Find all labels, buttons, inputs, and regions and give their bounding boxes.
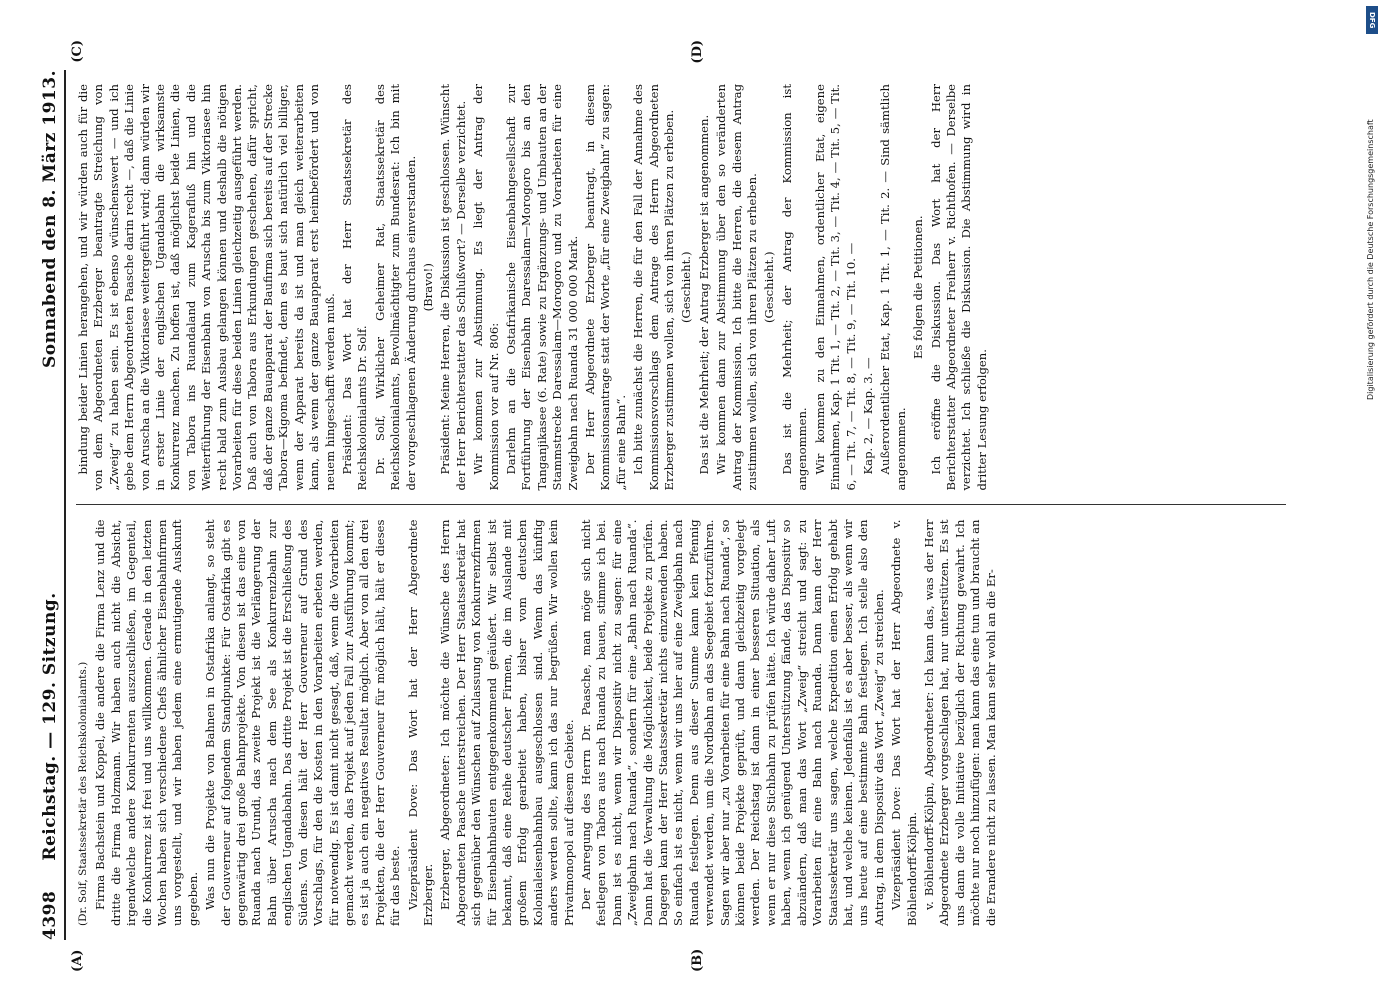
running-head [40,70,66,940]
right-column-paragraph: Der Herr Abgeordnete Erzberger beantragt, in diesem Kommissionsantrage statt der Worte „für eine Zweigbahn“ zu sagen: „für eine Bahn“. [583,84,628,491]
right-column-paragraph: Darlehn an die Ostafrikanische Eisenbahngesellschaft zur Fortführung der Eisenbahn Daressalam—Morogoro bis an den Tanganjikasee (6. Rate) sowie zu Ergänzungs- und Umbauten an der Stammstrecke Daressalam—Morogoro und zu Vorarbeiten für eine Zweigbahn nach Ruanda 31 000 000 Mark. [503,84,580,491]
right-column-paragraph: bindung beider Linien herangehen, und wir würden auch für die von dem Abgeordneten Erzberger beantragte Streichung von „Zweig“ zu haben sein. Es ist ebenso wünschenswert — und ich gebe dem Herrn Abgeordneten Paasche darin recht —, daß die Linie von Aruscha an die Viktoriasee weitergeführt wird; dann würden wir in erster Linie der englischen Ugandabahn die wirksamste Konkurrenz machen. Zu hoffen ist, daß möglichst beide Linien, die von Tabora ins Ruandaland zum Kagerafluß hin und die Weiterführung der Eisenbahn von Aruscha bis zum Viktoriasee hin recht bald zum Ausbau gelangen können und deshalb die nötigen Vorarbeiten für diese beiden Linien gleichzeitig ausgeführt werden. Daß auch von Tabora aus Erkundungen geschehen, dafür spricht, daß der ganze Bauapparat der Baufirma sich bereits auf der Strecke Tabora—Kigoma befindet, denn es baut sich natürlich viel billiger, wenn der Apparat bereits da ist und man gleich weiterarbeiten kann, als wenn der ganze Bauapparat erst heimbefördert und von neuem hingeschafft werden muß. [76,84,337,491]
right-column-paragraph: (Geschieht.) [679,251,694,323]
right-column-paragraph: Präsident: Meine Herren, die Diskussion ist geschlossen. Wünscht der Herr Berichterstatter das Schlußwort? — Derselbe verzichtet. [438,84,468,491]
margin-marker-c: (C) [70,40,85,63]
left-column-paragraph: Vizepräsident Dove: Das Wort hat der Herr Abgeordnete v. Böhlendorff-Kölpin. [889,519,919,926]
right-column-paragraph: Das ist die Mehrheit; der Antrag Erzberger ist angenommen. [696,114,711,475]
left-column-paragraph: Erzberger, Abgeordneter: Ich möchte die Wünsche des Herrn Abgeordneten Paasche unterstreichen. Der Herr Staatssekretär hat sich gegenüber den Wünschen auf Zulassung von Konkurrenzfirmen für Eisenbahnbauten entgegenkommend geäußert. Wir selbst ist bekannt, daß eine Reihe deutscher Firmen, die im Auslande mit großem Erfolg gearbeitet haben, bisher vom deutschen Kolonialeisenbahnbau ausgeschlossen sind. Wenn das künftig anders werden sollte, kann ich das nur begrüßen. Wir wollen kein Privatmonopol auf diesem Gebiete. [438,519,576,926]
right-column [76,70,1286,505]
left-column-paragraph: Vizepräsident Dove: Das Wort hat der Herr Abgeordnete Erzberger. [405,519,435,926]
margin-marker-b: (B) [690,948,705,972]
right-column-paragraph: Ich bitte zunächst die Herren, die für den Fall der Annahme des Kommissionsvorschlags dem Antrage des Herrn Abgeordneten Erzberger zustimmen wollen, sich von ihren Plätzen zu erheben. [631,84,677,491]
chamber-title: Reichstag. — 129. Sitzung. [40,592,60,861]
session-date: Sonnabend den 8. März 1913. [40,70,60,368]
left-column-paragraph: (Dr. Solf, Staatssekretär des Reichskolonialamts.) [77,661,89,926]
right-column-paragraph: (Bravo!) [420,263,435,312]
left-column-paragraph: Der Anregung des Herrn Dr. Paasche, man möge sich nicht festlegen von Tabora aus nach Ruanda zu bauen, stimme ich bei. Dann ist es nicht, wenn wir Dispositiv nicht zu sagen: für eine „Zweigbahn nach Ruanda“, sondern für eine „Bahn nach Ruanda“. Dann hat die Verwaltung die Möglichkeit, beide Projekte zu prüfen. Dagegen kann der Herr Staatssekretär nichts einzuwenden haben. So einfach ist es nicht, wenn wir uns hier auf eine Zweigbahn nach Ruanda festlegen. Denn aus dieser Summe kann kein Pfennig verwendet werden, um die Nordbahn an das Seegebiet fortzuführen. Sagen wir aber nur „zu Vorarbeiten für eine Bahn nach Ruanda“, so können beide Projekte geprüft, und dann gleichzeitig vorgelegt werden. Der Reichstag ist dann in einer besseren Situation, als wenn er nur diese Stichbahn zu prüfen hätte. Ich würde daher Luft haben, wenn ich genügend Unterstützung fände, das Dispositiv so abzuändern, daß man das Wort „Zweig“ streicht und sagt: zu Vorarbeiten für eine Bahn nach Ruanda. Dann kann der Herr Staatssekretär uns sagen, welche Expedition einen Erfolg gehabt hat, und welche keinen. Jedenfalls ist es aber besser, als wenn wir uns heute auf eine bestimmte Bahn festlegen. Ich stelle also den Antrag, in dem Dispositiv das Wort „Zweig“ zu streichen. [579,519,886,926]
right-column-paragraph: Präsident: Das Wort hat der Herr Staatssekretär des Reichskolonialamts Dr. Solf. [339,84,370,491]
right-column-paragraph: Es folgen die Petitionen. [911,215,926,360]
left-column-paragraph: Firma Bachstein und Koppel, die andere die Firma Lenz und die dritte die Firma Holzmann. Wir haben auch nicht die Absicht, irgendwelche andere Konkurrenten auszuschließen, im Gegenteil, die Konkurrenz ist frei und uns willkommen. Gerade in den letzten Wochen haben sich verschiedene Chefs ähnlicher Eisenbahnfirmen uns vorgestellt, und wir haben jedem eine ermutigende Auskunft gegeben. [93,519,200,926]
right-column-paragraph: Wir kommen zu den Einnahmen, ordentlicher Etat, eigene Einnahmen, Kap. 1 Tit. 1, — Tit. 2, — Tit. 3, — Tit. 4, — Tit. 5, — Tit. 6, — Tit. 7, — Tit. 8, — Tit. 9, — Tit. 10. — [812,84,858,491]
digitization-note: Digitalisierung gefördert durch die Deutsche Forschungsgemeinschaft [1366,119,1375,400]
left-column [76,505,1286,941]
right-column-paragraph: Außerordentlicher Etat, Kap. 1 Tit. 1, — Tit. 2. — Sind sämtlich angenommen. [878,84,908,491]
right-column-paragraph: Kap. 2, — Kap. 3. — [860,357,875,475]
right-column-paragraph: Wir kommen zur Abstimmung. Es liegt der Antrag der Kommission vor auf Nr. 806: [471,84,501,491]
right-column-paragraph: Ich eröffne die Diskussion. Das Wort hat der Herr Berichterstatter Abgeordneter Freiherr v. Richthofen. — Derselbe verzichtet. Ich schließe die Diskussion. Die Abstimmung wird in dritter Lesung erfolgen. [928,84,989,491]
margin-marker-d: (D) [690,40,705,64]
dfg-logo: DFG [1366,6,1378,34]
margin-marker-a: (A) [70,949,85,972]
text-columns [76,70,1286,940]
left-column-paragraph: v. Böhlendorff-Kölpin, Abgeordneter: Ich kann das, was der Herr Abgeordnete Erzberger vorgeschlagen hat, nur unterstützen. Es ist uns dann die volle Initiative bezüglich der Richtung gewahrt. Ich möchte nur noch hinzufügen: man kann das eine tun und braucht an die Erandere nicht zu lassen. Man kann sehr wohl an die Er- [921,519,998,926]
right-column-paragraph: (Geschieht.) [762,251,777,323]
right-column-paragraph: Wir kommen dann zur Abstimmung über den so veränderten Antrag der Kommission. Ich bitte die Herren, die diesem Antrag zustimmen wollen, sich von ihren Plätzen zu erheben. [714,84,760,491]
left-column-paragraph: Was nun die Projekte von Bahnen in Ostafrika anlangt, so steht der Gouverneur auf folgendem Standpunkte: Für Ostafrika gibt es gegenwärtig drei große Bahnprojekte. Von diesen ist das eine von Ruanda nach Urundi, das zweite Projekt ist die Verlängerung der Bahn über Aruscha nach dem See als Konkurrenzbahn zur englischen Ugandabahn. Das dritte Projekt ist die Erschließung des Südens. Von diesen hält der Herr Gouverneur auf Grund des Vorschlags, für den die Kosten in den Vorarbeiten erbeten werden, für notwendig. Es ist damit nicht gesagt, daß, wenn die Vorarbeiten gemacht werden, das Projekt auf jeden Fall zur Ausführung kommt; es ist ja auch ein negatives Resultat möglich. Aber von all den drei Projekten, die der Herr Gouverneur für möglich hält, hält er dieses für das beste. [203,519,403,926]
right-column-paragraph: Das ist die Mehrheit; der Antrag der Kommission ist angenommen. [779,84,810,491]
page-number: 4398 [40,890,60,940]
right-column-paragraph: Dr. Solf, Wirklicher Geheimer Rat, Staatssekretär des Reichskolonialamts, Bevollmächtigter zum Bundesrat: Ich bin mit der vorgeschlagenen Änderung durchaus einverstanden. [372,84,418,491]
